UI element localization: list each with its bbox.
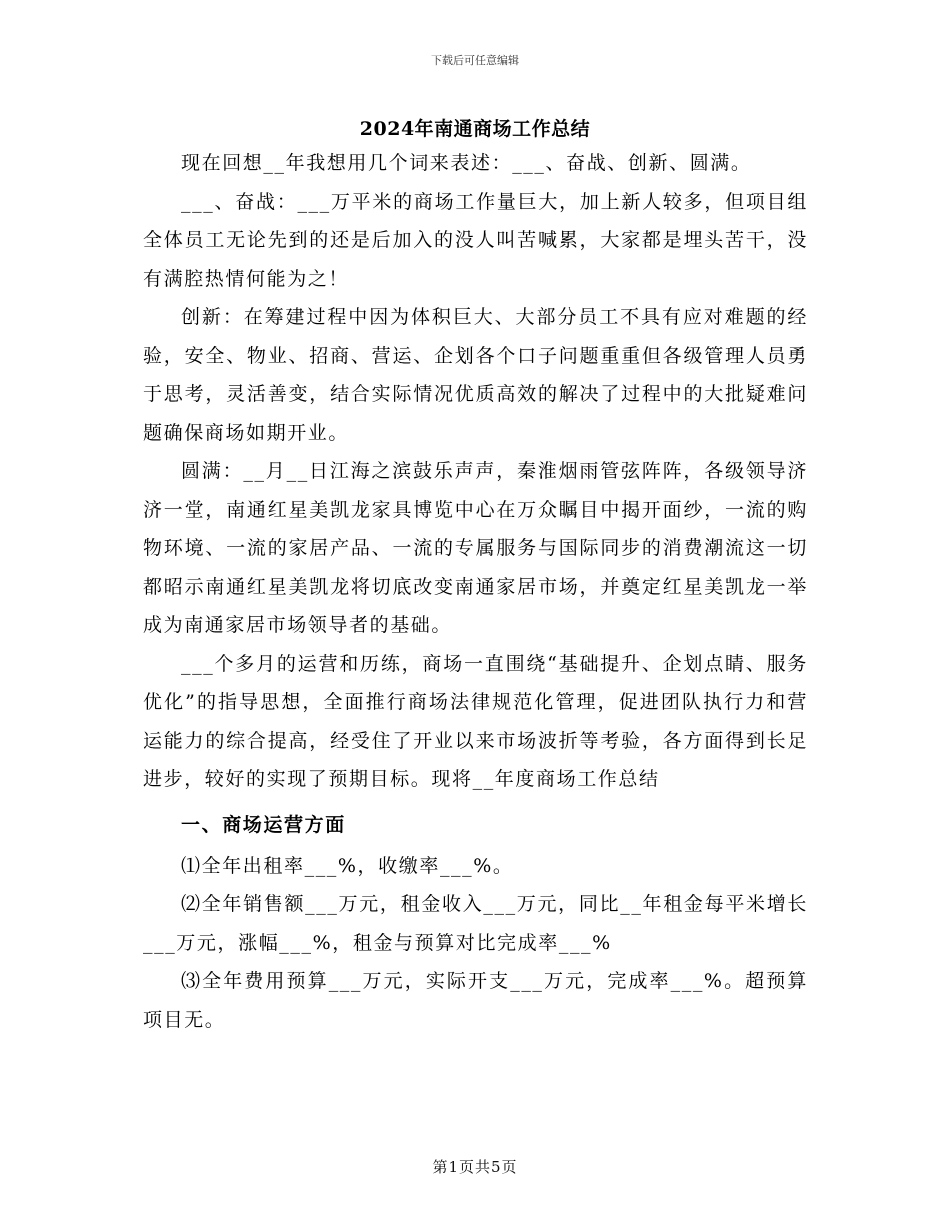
paragraph: ___、奋战：___万平米的商场工作量巨大，加上新人较多，但项目组全体员工无论先到的还是后加入的没人叫苦喊累，大家都是埋头苦干，没有满腔热情何能为之！ [143, 190, 808, 290]
paragraph: 圆满：__月__日江海之滨鼓乐声声，秦淮烟雨管弦阵阵，各级领导济济一堂，南通红星美凯龙家具博览中心在万众瞩目中揭开面纱，一流的购物环境、一流的家居产品、一流的专属服务与国际同步的消费潮流这一切都昭示南通红星美凯龙将切底改变南通家居市场，并奠定红星美凯龙一举成为南通家居市场领导者的基础。 [143, 460, 808, 636]
list-item: ⑶全年费用预算___万元，实际开支___万元，完成率___%。超预算项目无。 [143, 970, 808, 1031]
document-body [143, 144, 808, 1039]
page-footer: 第1页共5页 [432, 1158, 518, 1176]
list-item: ⑴全年出租率___%，收缴率___%。 [181, 854, 514, 877]
document-title: 2024年南通商场工作总结 [359, 118, 591, 140]
section-heading: 一、商场运营方面 [181, 813, 346, 836]
header-note: 下载后可任意编辑 [431, 54, 519, 67]
paragraph: 创新：在筹建过程中因为体积巨大、大部分员工不具有应对难题的经验，安全、物业、招商、营运、企划各个口子问题重重但各级管理人员勇于思考，灵活善变，结合实际情况优质高效的解决了过程中的大批疑难问题确保商场如期开业。 [143, 306, 808, 444]
paragraph: ___个多月的运营和历练，商场一直围绕“基础提升、企划点睛、服务优化”的指导思想，全面推行商场法律规范化管理，促进团队执行力和营运能力的综合提高，经受住了开业以来市场波折等考验，各方面得到长足进步，较好的实现了预期目标。现将__年度商场工作总结 [143, 652, 808, 790]
paragraph: 现在回想__年我想用几个词来表述：___、奋战、创新、圆满。 [181, 152, 752, 174]
list-item: ⑵全年销售额___万元，租金收入___万元，同比__年租金每平米增长___万元，涨幅___%，租金与预算对比完成率___% [143, 893, 808, 954]
